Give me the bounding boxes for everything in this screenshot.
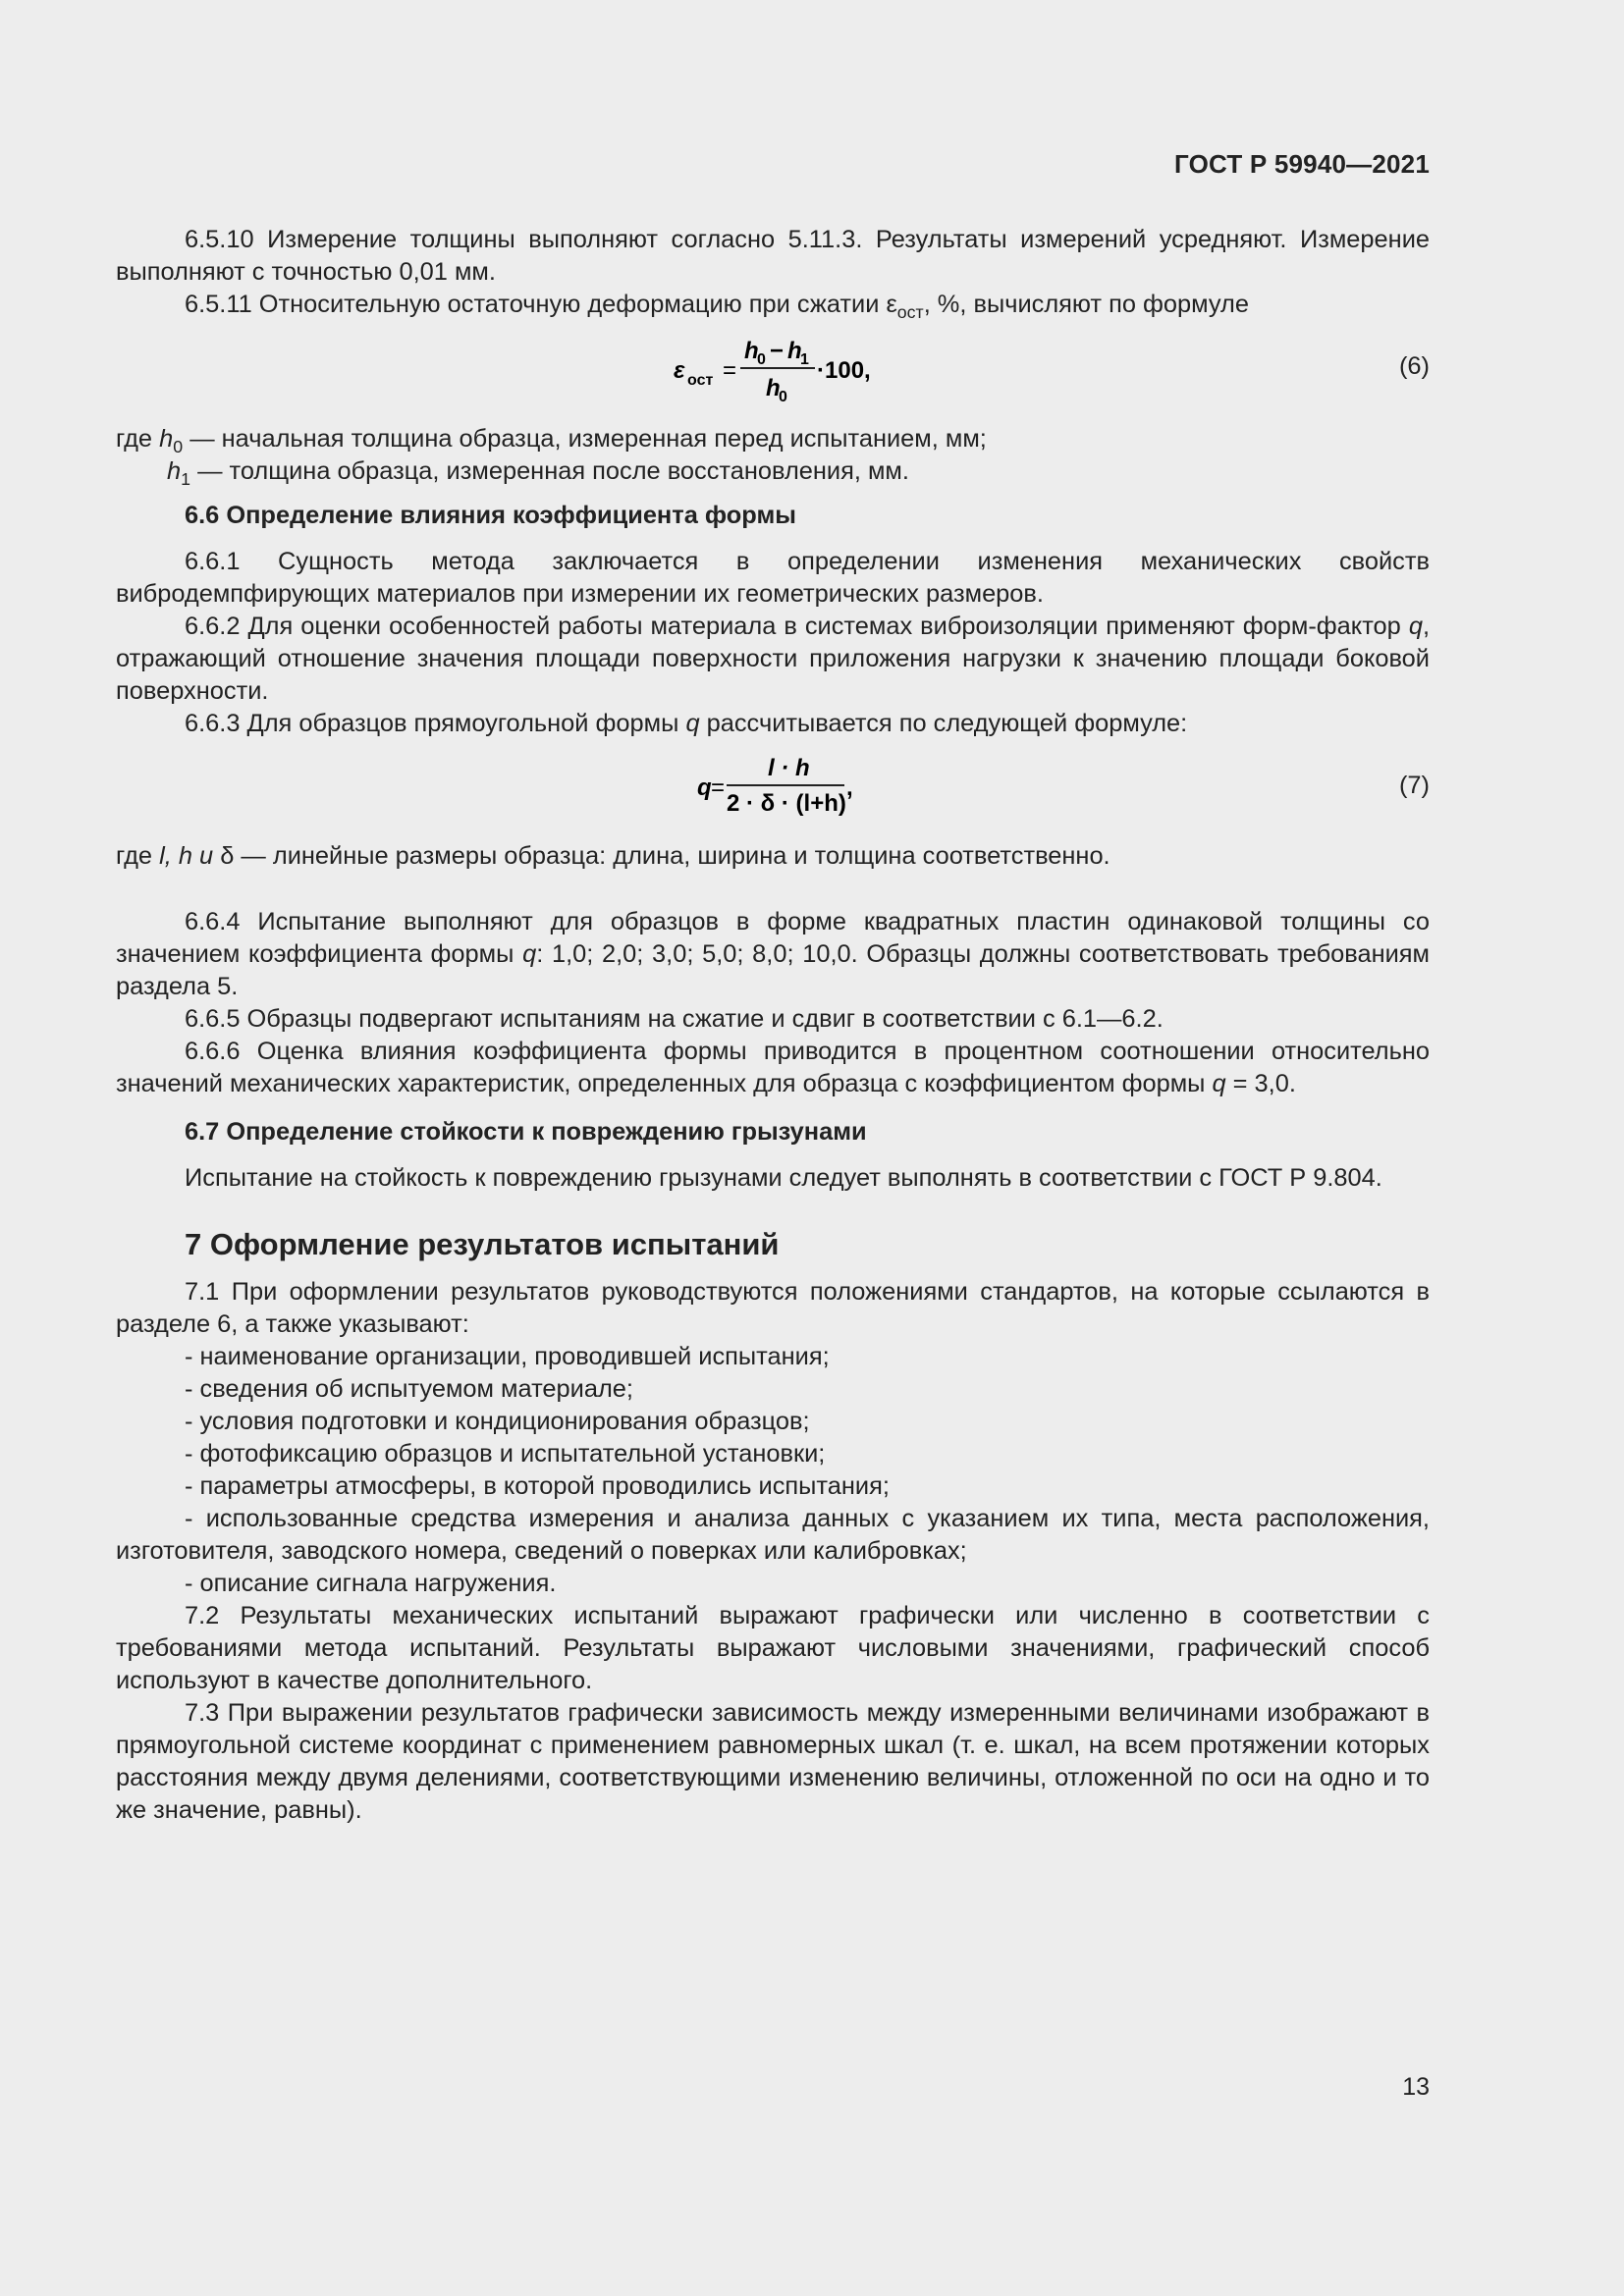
svg-text:q: q bbox=[697, 774, 712, 801]
formula-7 bbox=[116, 748, 1430, 830]
page-number: 13 bbox=[1402, 2073, 1430, 2101]
where-h0: где $h_0$ — начальная толщина образца, измеренная перед испытанием, мм; bbox=[116, 425, 987, 456]
svg-text:0: 0 bbox=[779, 389, 787, 405]
list-item: - наименование организации, проводившей испытания; bbox=[185, 1343, 830, 1370]
svg-text:=: = bbox=[723, 357, 737, 384]
svg-text:=: = bbox=[711, 774, 726, 801]
paragraph-6-6-3: 6.6.3 Для образцов прямоугольной формы q рассчитывается по следующей формуле: bbox=[185, 710, 1188, 737]
svg-text:ост: ост bbox=[687, 372, 714, 389]
formula-6-expression bbox=[674, 329, 909, 413]
svg-text:h: h bbox=[744, 338, 759, 364]
list-item: - использованные средства измерения и анализа данных с указанием их типа, места расположения, изготовителя, заводского номера, сведений о поверках или калибровках; bbox=[116, 1505, 1430, 1565]
paragraph-6-5-11: 6.5.11 Относительную остаточную деформацию при сжатии $\varepsilon_{ост}$, %, вычисляют по формуле bbox=[185, 291, 1249, 322]
svg-text:1: 1 bbox=[800, 351, 809, 368]
svg-text:0: 0 bbox=[757, 351, 766, 368]
paragraph-6-6-6: 6.6.6 Оценка влияния коэффициента формы приводится в процентном соотношении относительно значений механических характеристик, определенных для образца с коэффициентом формы q = 3,0. bbox=[116, 1038, 1430, 1097]
formula-7-number: (7) bbox=[1398, 772, 1430, 799]
heading-7: 7 Оформление результатов испытаний bbox=[185, 1227, 780, 1261]
paragraph-6-6-4: 6.6.4 Испытание выполняют для образцов в форме квадратных пластин одинаковой толщины со значением коэффициента формы q: 1,0; 2,0; 3,0; 5,0; 8,0; 10,0. Образцы должны соответствовать требованиям раздела 5. bbox=[116, 908, 1430, 1000]
svg-text:l · h: l · h bbox=[768, 755, 810, 781]
svg-text:·100,: ·100, bbox=[817, 357, 871, 384]
paragraph-6-5-10: 6.5.10 Измерение толщины выполняют согласно 5.11.3. Результаты измерений усредняют. Измерение выполняют с точностью 0,01 мм. bbox=[116, 226, 1430, 286]
svg-text:ε: ε bbox=[674, 357, 685, 384]
formula-7-expression bbox=[697, 748, 874, 830]
list-item: - описание сигнала нагружения. bbox=[185, 1570, 557, 1597]
paragraph-6-7: Испытание на стойкость к повреждению грызунами следует выполнять в соответствии с ГОСТ Р 9.804. bbox=[185, 1164, 1382, 1192]
svg-text:h: h bbox=[787, 338, 802, 364]
document-code-header: ГОСТ Р 59940—2021 bbox=[1174, 149, 1430, 179]
paragraph-6-6-2: 6.6.2 Для оценки особенностей работы материала в системах виброизоляции применяют форм-фактор q, отражающий отношение значения площади поверхности приложения нагрузки к значению площади боковой поверхности. bbox=[116, 613, 1430, 705]
paragraph-7-3: 7.3 При выражении результатов графически зависимость между измеренными величинами изображают в прямоугольной системе координат с применением равномерных шкал (т. е. шкал, на всем протяжении которых расстояния между двумя делениями, соответствующими изменению величины, отложенной по оси на одно и то же значение, равны). bbox=[116, 1699, 1430, 1824]
list-item: - сведения об испытуемом материале; bbox=[185, 1375, 633, 1403]
heading-6-6: 6.6 Определение влияния коэффициента формы bbox=[185, 502, 796, 529]
where-h1: $h_1$ — толщина образца, измеренная после восстановления, мм. bbox=[167, 457, 909, 489]
paragraph-6-6-1: 6.6.1 Сущность метода заключается в определении изменения механических свойств вибродемпфирующих материалов при измерении их геометрических размеров. bbox=[116, 548, 1430, 608]
paragraph-7-1: 7.1 При оформлении результатов руководствуются положениями стандартов, на которые ссылаются в разделе 6, а также указывают: bbox=[116, 1278, 1430, 1338]
heading-6-7: 6.7 Определение стойкости к повреждению грызунами bbox=[185, 1118, 867, 1146]
svg-text:−: − bbox=[770, 338, 785, 364]
svg-text:2 · δ · (l+h): 2 · δ · (l+h) bbox=[727, 790, 846, 817]
svg-text:h: h bbox=[766, 375, 781, 401]
formula-6 bbox=[116, 329, 1430, 413]
list-item: - фотофиксацию образцов и испытательной установки; bbox=[185, 1440, 826, 1468]
formula-6-number: (6) bbox=[1398, 352, 1430, 380]
document-body bbox=[116, 224, 1430, 1827]
svg-text:,: , bbox=[846, 774, 853, 801]
where-l-h-delta: где l, h и δ — линейные размеры образца: длина, ширина и толщина соответственно. bbox=[116, 842, 1110, 870]
list-item: - параметры атмосферы, в которой проводились испытания; bbox=[185, 1472, 890, 1500]
paragraph-6-6-5: 6.6.5 Образцы подвергают испытаниям на сжатие и сдвиг в соответствии с 6.1—6.2. bbox=[185, 1005, 1164, 1033]
list-item: - условия подготовки и кондиционирования образцов; bbox=[185, 1408, 810, 1435]
paragraph-7-2: 7.2 Результаты механических испытаний выражают графически или численно в соответствии с требованиями метода испытаний. Результаты выражают числовыми значениями, графический способ используют в качестве дополнительного. bbox=[116, 1602, 1430, 1694]
